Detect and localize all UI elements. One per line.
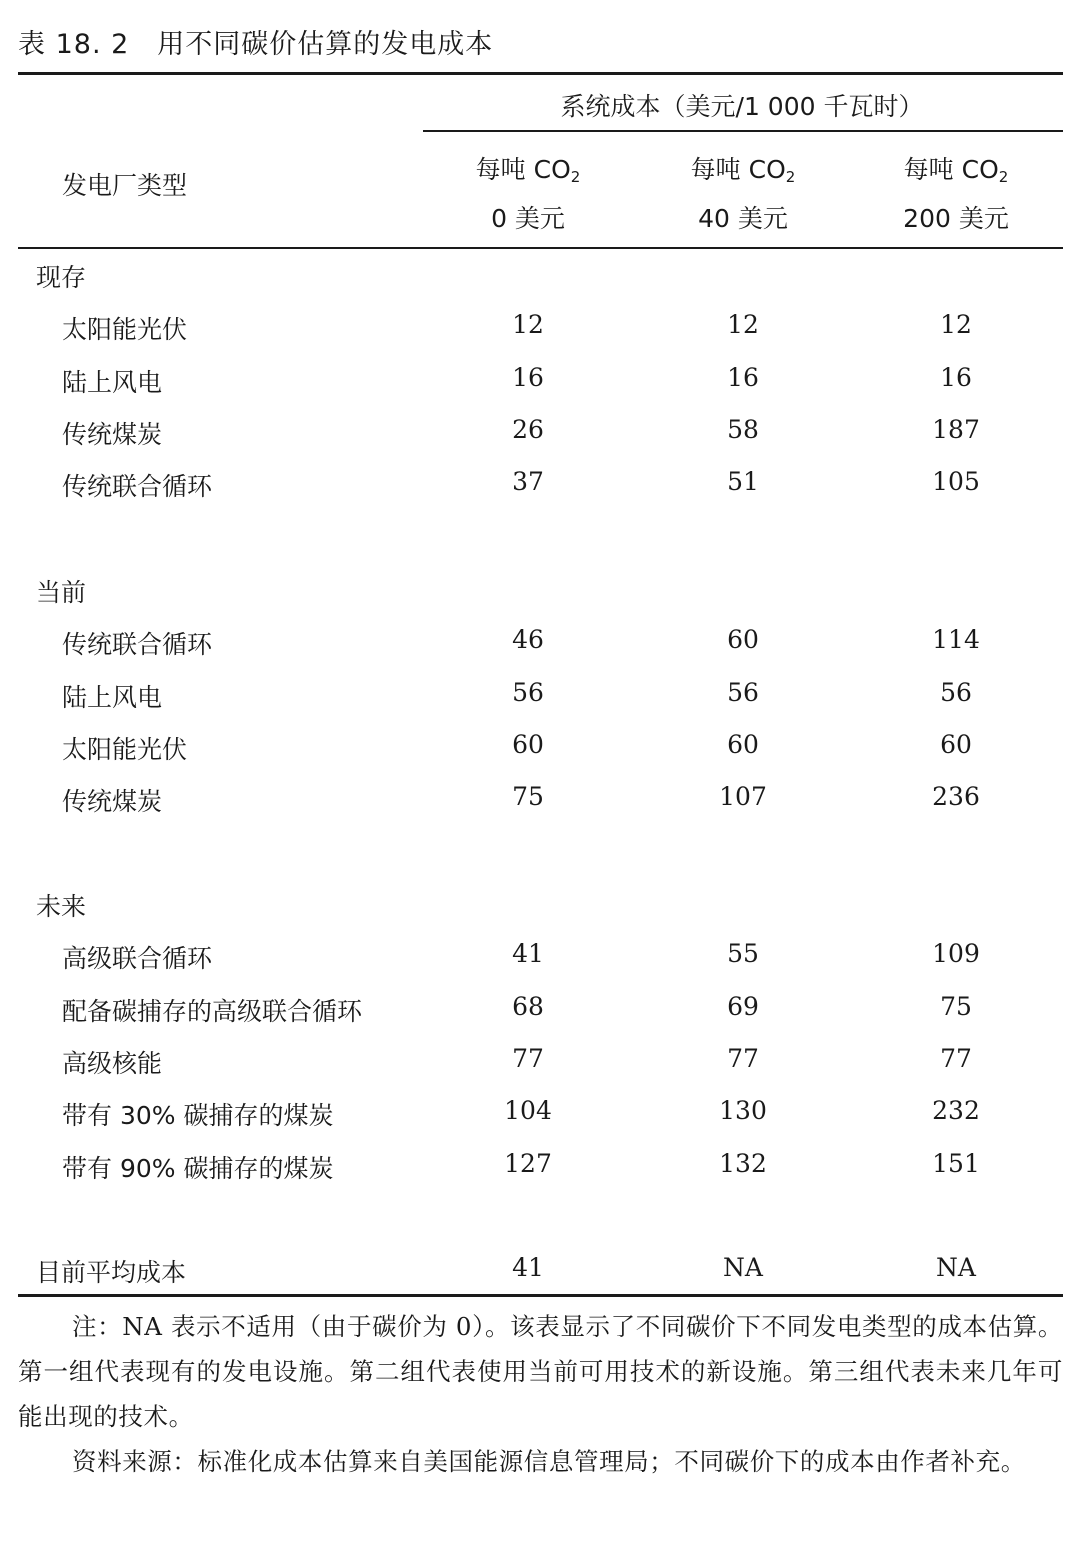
table-title: 用不同碳价估算的发电成本 [157, 29, 494, 60]
table-cell: 12 [727, 310, 759, 339]
table-cell: 105 [932, 467, 980, 496]
row-label: 传统联合循环 [62, 472, 213, 501]
table-cell: 56 [512, 678, 544, 707]
row-label: 高级核能 [62, 1049, 163, 1078]
column-header-price: 40 美元 [698, 204, 788, 233]
table-cell: 114 [932, 625, 980, 654]
table-cell: 104 [504, 1096, 552, 1125]
table-cell: NA [723, 1253, 763, 1282]
column-header-subscript: 2 [998, 168, 1009, 186]
row-label: 带有 90% 碳捕存的煤炭 [62, 1154, 334, 1183]
row-label: 高级联合循环 [62, 944, 213, 973]
table-cell: 68 [512, 992, 544, 1021]
bottom-rule [18, 1294, 1063, 1297]
table-cell: 187 [932, 415, 980, 444]
table-cell: 151 [932, 1149, 980, 1178]
table-cell: 77 [727, 1044, 759, 1073]
column-header-unit-text: 每吨 CO [690, 155, 786, 184]
table-caption [18, 22, 493, 61]
table-cell: 109 [932, 939, 980, 968]
table-cell: 77 [940, 1044, 972, 1073]
table-cell: 69 [727, 992, 759, 1021]
table-cell: 60 [727, 625, 759, 654]
table-cell: 26 [512, 415, 544, 444]
table-cell: 37 [512, 467, 544, 496]
table-cell: 232 [932, 1096, 980, 1125]
column-header-subscript: 2 [785, 168, 796, 186]
column-header-unit-text: 每吨 CO [475, 155, 571, 184]
column-header-price: 0 美元 [491, 204, 565, 233]
row-label: 陆上风电 [62, 368, 163, 397]
top-rule [18, 72, 1063, 75]
group-label: 当前 [36, 578, 87, 607]
table-cell: 16 [727, 363, 759, 392]
table-source: 资料来源：标准化成本估算来自美国能源信息管理局；不同碳价下的成本由作者补充。 [72, 1447, 1026, 1476]
table-cell: 60 [512, 730, 544, 759]
span-rule [423, 130, 1063, 132]
column-header-price: 200 美元 [903, 204, 1009, 233]
table-cell: 12 [512, 310, 544, 339]
table-cell: 60 [727, 730, 759, 759]
column-header-unit-text: 每吨 CO [903, 155, 999, 184]
column-header-unit [904, 150, 1009, 186]
header-rule [18, 247, 1063, 249]
row-label: 传统煤炭 [62, 420, 163, 449]
table-cell: 41 [512, 939, 544, 968]
table-cell: 130 [719, 1096, 767, 1125]
row-label: 带有 30% 碳捕存的煤炭 [62, 1101, 334, 1130]
table-cell: 46 [512, 625, 544, 654]
row-label: 太阳能光伏 [62, 735, 188, 764]
row-label: 传统联合循环 [62, 630, 213, 659]
table-cell: 75 [512, 782, 544, 811]
row-label: 传统煤炭 [62, 787, 163, 816]
header-span-label: 系统成本（美元/1 000 千瓦时） [560, 92, 924, 121]
table-cell: 132 [719, 1149, 767, 1178]
table-cell: 55 [727, 939, 759, 968]
table-cell: 75 [940, 992, 972, 1021]
group-label: 现存 [36, 263, 87, 292]
table-cell: 127 [504, 1149, 552, 1178]
row-label: 陆上风电 [62, 683, 163, 712]
group-label: 未来 [36, 892, 87, 921]
table-cell: 16 [512, 363, 544, 392]
table-cell: 77 [512, 1044, 544, 1073]
table-cell: NA [936, 1253, 976, 1282]
table-number: 表 18. 2 [18, 29, 130, 60]
table-cell: 12 [940, 310, 972, 339]
table-cell: 56 [727, 678, 759, 707]
table-cell: 236 [932, 782, 980, 811]
table-cell: 107 [719, 782, 767, 811]
row-label: 目前平均成本 [36, 1258, 187, 1287]
table-cell: 60 [940, 730, 972, 759]
table-cell: 41 [512, 1253, 544, 1282]
column-header-subscript: 2 [570, 168, 581, 186]
table-cell: 56 [940, 678, 972, 707]
table-note: 注：NA 表示不适用（由于碳价为 0）。该表显示了不同碳价下不同发电类型的成本估算。第一组代表现有的发电设施。第二组代表使用当前可用技术的新设施。第三组代表未来几年可能出现的技术。 [18, 1312, 1063, 1431]
column-header-unit [691, 150, 796, 186]
column-header-unit [476, 150, 581, 186]
table-cell: 51 [727, 467, 759, 496]
header-row-label: 发电厂类型 [62, 171, 188, 200]
table-cell: 58 [727, 415, 759, 444]
row-label: 太阳能光伏 [62, 315, 188, 344]
row-label: 配备碳捕存的高级联合循环 [62, 997, 363, 1026]
table-cell: 16 [940, 363, 972, 392]
